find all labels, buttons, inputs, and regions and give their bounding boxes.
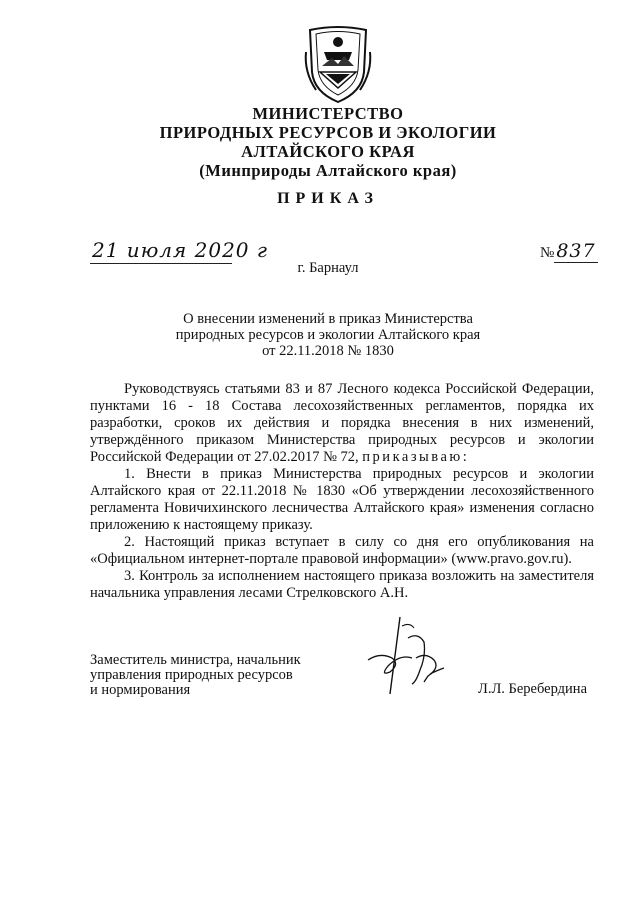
signer-position [90,653,301,698]
subject-line-3: от 22.11.2018 № 1830 [262,343,394,359]
order-item-1: 1. Внести в приказ Министерства природных ресурсов и экологии Алтайского края от 22.11.2018 № 1830 «Об утверждении лесохозяйственного регламента Новичихинского лесничества Алтайского края» изменения согласно приложению к настоящему приказу. [90,466,594,533]
subject-line-1: О внесении изменений в приказ Министерства [183,311,473,327]
city-name: г. Барнаул [297,260,359,276]
preamble-text: Руководствуясь статьями 83 и 87 Лесного кодекса Российской Федерации, пунктами 16 - 18 Состава лесохозяйственных регламентов, порядка их разработки, сроков их действия и порядка внесения в них изменений, утверждённого приказом Министерства природных ресурсов и экологии Российской Федерации от 27.02.2017 № 72, [90,381,594,465]
signer-position-line-2: управления природных ресурсов [90,667,293,683]
order-date-handwritten: 21 июля 2020 г [92,238,268,262]
subject-line-2: природных ресурсов и экологии Алтайского края [175,327,481,343]
header-line-3: АЛТАЙСКОГО КРАЯ [241,142,415,161]
order-item-3: 3. Контроль за исполнением настоящего приказа возложить на заместителя начальника управления лесами Стрелковского А.Н. [90,568,594,601]
ministry-header [120,104,536,180]
number-prefix: № [540,245,555,261]
header-line-2: ПРИРОДНЫХ РЕСУРСОВ И ЭКОЛОГИИ [159,123,497,142]
coat-of-arms-emblem [302,22,374,106]
order-word: приказываю: [362,449,470,465]
header-line-1: МИНИСТЕРСТВО [252,104,404,123]
preamble-paragraph [90,381,594,466]
order-item-2: 2. Настоящий приказ вступает в силу со дня его опубликования на «Официальном интернет-портале правовой информации» (www.pravo.gov.ru). [90,534,594,567]
header-line-4: (Минприроды Алтайского края) [199,161,457,180]
handwritten-signature [360,612,450,702]
order-body [90,381,594,602]
signer-name: Л.Л. Беребердина [478,681,588,697]
order-number [540,240,598,262]
signer-position-line-3: и нормирования [90,682,191,698]
order-title: ПРИКАЗ [277,190,379,207]
signer-position-line-1: Заместитель министра, начальник [90,652,301,668]
order-number-handwritten: 837 [556,240,596,262]
order-subject [120,311,536,359]
